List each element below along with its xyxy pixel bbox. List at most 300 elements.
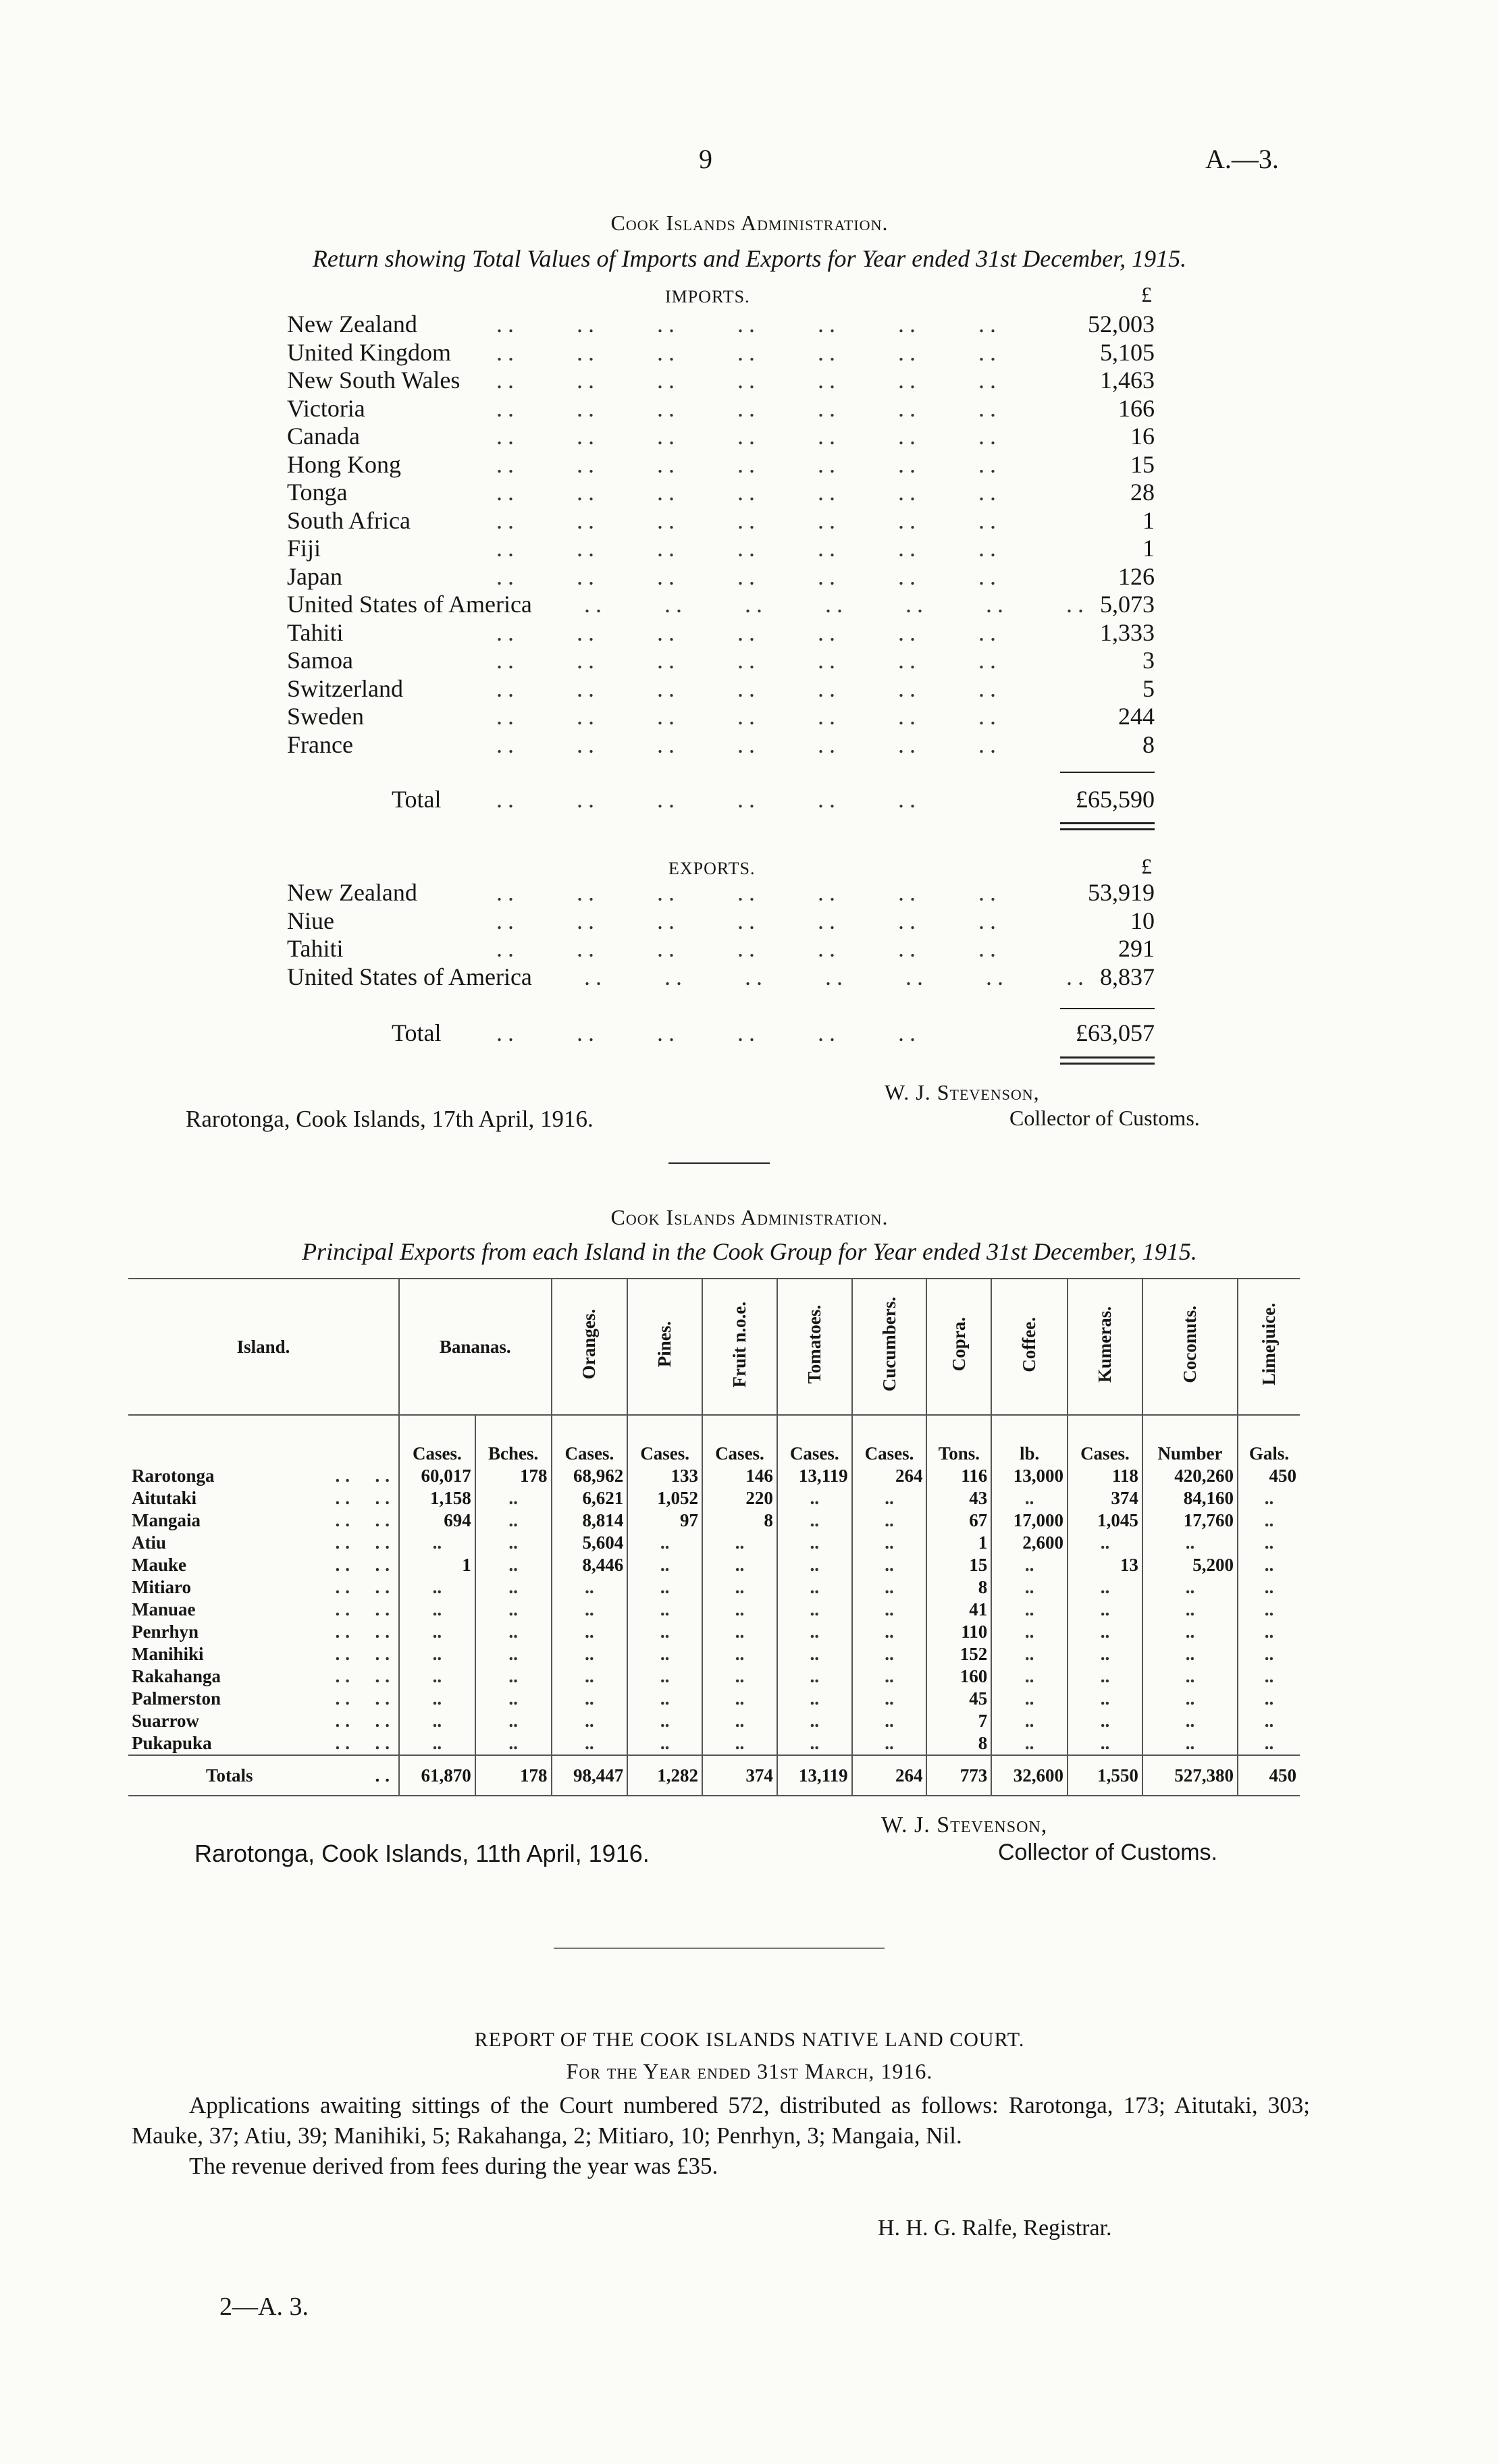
table-row xyxy=(128,1732,1300,1755)
table-cell: .. xyxy=(1068,1621,1142,1643)
table-cell: .. xyxy=(1068,1576,1142,1599)
leader-dots: .. .. .. .. .. .. .. xyxy=(496,479,1001,506)
table-cell: .. xyxy=(1238,1554,1300,1576)
country-name: New Zealand xyxy=(287,879,417,906)
table-cell: .. xyxy=(1238,1665,1300,1688)
table-cell: .. xyxy=(1142,1576,1238,1599)
table-cell: .. xyxy=(991,1688,1068,1710)
imports-row xyxy=(287,591,1155,618)
unit-cell: Cases. xyxy=(552,1415,628,1465)
country-name: Tahiti xyxy=(287,935,344,962)
table-cell: .. xyxy=(627,1732,702,1755)
table-cell: 17,760 xyxy=(1142,1509,1238,1532)
section-divider xyxy=(554,1948,885,1949)
table-cell: .. xyxy=(1142,1599,1238,1621)
table-cell: 7 xyxy=(926,1710,991,1732)
report-title: REPORT OF THE COOK ISLANDS NATIVE LAND COURT. xyxy=(474,2029,1025,2051)
column-header: Coffee. xyxy=(991,1279,1068,1415)
totals-label: Totals .. xyxy=(128,1755,399,1796)
leader-dots: .. .. .. .. .. .. .. xyxy=(496,674,1001,702)
leader-dots: .. .. .. .. .. .. .. xyxy=(496,535,1001,562)
table-cell: 6,621 xyxy=(552,1487,628,1509)
column-header: Limejuice. xyxy=(1238,1279,1300,1415)
table-cell: .. xyxy=(1238,1532,1300,1554)
value-pounds: 8,837 xyxy=(1100,963,1155,990)
value-pounds: 8 xyxy=(1142,730,1155,758)
island-name: Aitutaki .. .. xyxy=(132,1488,395,1508)
leader-dots: .. .. .. .. .. .. .. xyxy=(496,394,1001,422)
imports-row xyxy=(287,647,1155,674)
imports-row xyxy=(287,423,1155,450)
exports-heading: EXPORTS. xyxy=(668,859,756,878)
table-cell: .. xyxy=(852,1509,927,1532)
report-subtitle: For the Year ended 31st March, 1916. xyxy=(566,2059,933,2083)
total-cell: 264 xyxy=(852,1755,927,1796)
country-name: Victoria xyxy=(287,394,365,422)
leader-dots: .. .. .. .. .. .. xyxy=(496,1019,921,1046)
table-cell: .. xyxy=(475,1599,552,1621)
value-pounds: 53,919 xyxy=(1088,879,1155,906)
signature-mark: 2—A. 3. xyxy=(219,2293,309,2321)
table-cell: 420,260 xyxy=(1142,1465,1238,1487)
table-cell: 133 xyxy=(627,1465,702,1487)
table-cell: .. xyxy=(1142,1643,1238,1665)
table-cell: 17,000 xyxy=(991,1509,1068,1532)
exports-total-value: £63,057 xyxy=(1076,1019,1155,1046)
imports-row xyxy=(287,451,1155,479)
table-cell: 220 xyxy=(702,1487,777,1509)
imports-subtotal-rule xyxy=(1060,772,1155,773)
value-pounds: 1 xyxy=(1142,535,1155,562)
table-row xyxy=(128,1599,1300,1621)
table-row xyxy=(128,1643,1300,1665)
table-cell: .. xyxy=(627,1621,702,1643)
table-cell: 13,119 xyxy=(777,1465,852,1487)
unit-cell: Number xyxy=(1142,1415,1238,1465)
table-cell: .. xyxy=(1142,1665,1238,1688)
total-cell: 61,870 xyxy=(399,1755,475,1796)
table-cell: .. xyxy=(702,1665,777,1688)
table-cell: 13,000 xyxy=(991,1465,1068,1487)
imports-total-row xyxy=(287,786,1155,813)
totals-row xyxy=(128,1755,1300,1796)
table-cell: .. xyxy=(777,1665,852,1688)
table-cell: 8,446 xyxy=(552,1554,628,1576)
table-cell: 116 xyxy=(926,1465,991,1487)
column-header: Bananas. xyxy=(399,1279,552,1415)
unit-cell: Cases. xyxy=(702,1415,777,1465)
imports-row xyxy=(287,563,1155,591)
table-cell: 1,045 xyxy=(1068,1509,1142,1532)
column-header: Coconuts. xyxy=(1142,1279,1238,1415)
exports-row xyxy=(287,907,1155,935)
total-cell: 374 xyxy=(702,1755,777,1796)
table-row xyxy=(128,1688,1300,1710)
table-cell: .. xyxy=(1142,1621,1238,1643)
table-cell: .. xyxy=(399,1576,475,1599)
table-cell: .. xyxy=(552,1621,628,1643)
value-pounds: 3 xyxy=(1142,647,1155,674)
country-name: Switzerland xyxy=(287,674,403,702)
table-cell: .. xyxy=(552,1732,628,1755)
leader-dots: .. .. .. .. .. .. xyxy=(496,786,921,813)
table-cell: .. xyxy=(777,1554,852,1576)
imports-total-double-rule xyxy=(1060,822,1155,824)
imports-row xyxy=(287,367,1155,394)
country-name: Hong Kong xyxy=(287,450,401,478)
report-paragraph: The revenue derived from fees during the year was £35. xyxy=(189,2153,718,2179)
column-header: Island. xyxy=(128,1279,399,1415)
page-number: 9 xyxy=(699,144,712,174)
unit-cell: Cases. xyxy=(1068,1415,1142,1465)
imports-total-double-rule-2 xyxy=(1060,828,1155,830)
leader-dots: .. .. .. .. .. .. .. xyxy=(584,963,1089,990)
island-name: Rakahanga .. .. xyxy=(132,1666,395,1686)
table-row xyxy=(128,1465,1300,1487)
table-cell: .. xyxy=(702,1643,777,1665)
table-cell: .. xyxy=(852,1532,927,1554)
section1-admin-title: Cook Islands Administration. xyxy=(610,211,889,235)
imports-row xyxy=(287,535,1155,562)
country-name: Sweden xyxy=(287,703,364,730)
report-paragraph: Applications awaiting sittings of the Court numbered 572, distributed as follows: Rarotonga, 173; Aitutaki, 303; Mauke, 37; Atiu, 39; Manihiki, 5; Rakahanga, 2; Mitiaro, 10; Penrhyn, 3; Mangaia, Nil. xyxy=(132,2092,1310,2149)
leader-dots: .. .. .. .. .. .. .. xyxy=(496,338,1001,366)
table-cell: 8 xyxy=(926,1576,991,1599)
exports-total-row xyxy=(287,1019,1155,1047)
leader-dots: .. .. .. .. .. .. .. xyxy=(496,367,1001,394)
section2-admin-title: Cook Islands Administration. xyxy=(610,1205,889,1229)
table-cell: 67 xyxy=(926,1509,991,1532)
table-cell: .. xyxy=(777,1710,852,1732)
imports-heading: IMPORTS. xyxy=(665,287,750,306)
country-name: Japan xyxy=(287,562,342,590)
table-cell: .. xyxy=(991,1487,1068,1509)
column-header: Tomatoes. xyxy=(777,1279,852,1415)
table-cell: 68,962 xyxy=(552,1465,628,1487)
table-cell: 152 xyxy=(926,1643,991,1665)
section1-place-date: Rarotonga, Cook Islands, 17th April, 1916. xyxy=(186,1106,594,1132)
exports-row xyxy=(287,879,1155,907)
table-cell: 8 xyxy=(702,1509,777,1532)
table-cell: .. xyxy=(852,1576,927,1599)
table-cell: .. xyxy=(1238,1487,1300,1509)
table-cell: .. xyxy=(475,1576,552,1599)
island-name: Penrhyn .. .. xyxy=(132,1622,395,1642)
imports-row xyxy=(287,311,1155,338)
table-cell: 5,604 xyxy=(552,1532,628,1554)
table-cell: .. xyxy=(777,1599,852,1621)
table-cell: 374 xyxy=(1068,1487,1142,1509)
table-cell: .. xyxy=(991,1554,1068,1576)
report-signatory: H. H. G. Ralfe, Registrar. xyxy=(878,2216,1112,2241)
imports-currency-symbol: £ xyxy=(1141,282,1152,306)
imports-total-label: Total xyxy=(392,786,442,813)
island-name: Mitiaro .. .. xyxy=(132,1577,395,1597)
table-cell: .. xyxy=(852,1599,927,1621)
table-cell: .. xyxy=(1068,1643,1142,1665)
table-cell: .. xyxy=(399,1710,475,1732)
table-cell: 43 xyxy=(926,1487,991,1509)
table-cell: .. xyxy=(1238,1576,1300,1599)
table-cell: .. xyxy=(552,1665,628,1688)
section-divider xyxy=(668,1162,770,1164)
table-cell: .. xyxy=(475,1532,552,1554)
island-name: Palmerston .. .. xyxy=(132,1688,395,1709)
imports-row xyxy=(287,619,1155,647)
island-name: Pukapuka .. .. xyxy=(132,1733,395,1753)
table-cell: .. xyxy=(1238,1688,1300,1710)
table-cell: 178 xyxy=(475,1465,552,1487)
leader-dots: .. .. .. .. .. .. .. xyxy=(496,730,1001,758)
table-cell: .. xyxy=(552,1599,628,1621)
unit-cell: Bches. xyxy=(475,1415,552,1465)
table-cell: 450 xyxy=(1238,1465,1300,1487)
principal-exports-table xyxy=(128,1278,1300,1796)
table-cell: .. xyxy=(1068,1688,1142,1710)
document-reference: A.—3. xyxy=(1205,144,1279,174)
value-pounds: 1,333 xyxy=(1100,618,1155,646)
table-cell: 694 xyxy=(399,1509,475,1532)
exports-total-label: Total xyxy=(392,1019,442,1046)
table-cell: .. xyxy=(627,1710,702,1732)
table-cell: 1 xyxy=(399,1554,475,1576)
leader-dots: .. .. .. .. .. .. .. xyxy=(496,879,1001,906)
imports-row xyxy=(287,395,1155,423)
section1-signatory-title: Collector of Customs. xyxy=(1009,1106,1200,1130)
leader-dots: .. .. .. .. .. .. .. xyxy=(496,506,1001,534)
table-cell: 97 xyxy=(627,1509,702,1532)
island-name: Suarrow .. .. xyxy=(132,1711,395,1731)
unit-cell: lb. xyxy=(991,1415,1068,1465)
table-header-row xyxy=(128,1279,1300,1415)
unit-cell: Tons. xyxy=(926,1415,991,1465)
table-cell: .. xyxy=(627,1665,702,1688)
table-cell: 118 xyxy=(1068,1465,1142,1487)
table-cell: .. xyxy=(702,1621,777,1643)
imports-row xyxy=(287,339,1155,367)
table-cell: .. xyxy=(399,1732,475,1755)
section2-signatory-title: Collector of Customs. xyxy=(998,1840,1217,1865)
leader-dots: .. .. .. .. .. .. .. xyxy=(496,450,1001,478)
table-cell: .. xyxy=(777,1532,852,1554)
leader-dots: .. .. .. .. .. .. .. xyxy=(496,311,1001,338)
table-cell: .. xyxy=(1142,1732,1238,1755)
table-cell: 2,600 xyxy=(991,1532,1068,1554)
table-row xyxy=(128,1487,1300,1509)
unit-cell: Cases. xyxy=(399,1415,475,1465)
total-cell: 1,282 xyxy=(627,1755,702,1796)
table-cell: .. xyxy=(475,1621,552,1643)
report-body xyxy=(132,2090,1310,2181)
column-header: Fruit n.o.e. xyxy=(702,1279,777,1415)
table-cell: 146 xyxy=(702,1465,777,1487)
table-cell: .. xyxy=(1238,1732,1300,1755)
table-cell: .. xyxy=(777,1688,852,1710)
island-name: Atiu .. .. xyxy=(132,1532,395,1553)
total-cell: 98,447 xyxy=(552,1755,628,1796)
value-pounds: 244 xyxy=(1118,703,1155,730)
country-name: Tahiti xyxy=(287,618,344,646)
table-row xyxy=(128,1621,1300,1643)
table-cell: .. xyxy=(702,1532,777,1554)
table-cell: .. xyxy=(1068,1732,1142,1755)
table-cell: .. xyxy=(777,1487,852,1509)
table-cell: .. xyxy=(1238,1599,1300,1621)
table-cell: .. xyxy=(852,1732,927,1755)
table-cell: .. xyxy=(1142,1688,1238,1710)
imports-row xyxy=(287,703,1155,730)
column-header: Oranges. xyxy=(552,1279,628,1415)
table-row xyxy=(128,1554,1300,1576)
table-cell: 60,017 xyxy=(399,1465,475,1487)
table-cell: .. xyxy=(1068,1665,1142,1688)
table-cell: 15 xyxy=(926,1554,991,1576)
section2-place-date: Rarotonga, Cook Islands, 11th April, 1916. xyxy=(194,1840,650,1867)
table-cell: .. xyxy=(1068,1599,1142,1621)
table-cell: .. xyxy=(627,1554,702,1576)
table-cell: .. xyxy=(702,1576,777,1599)
imports-total-value: £65,590 xyxy=(1076,786,1155,813)
table-row xyxy=(128,1665,1300,1688)
table-cell: .. xyxy=(777,1576,852,1599)
table-row xyxy=(128,1710,1300,1732)
unit-cell: Gals. xyxy=(1238,1415,1300,1465)
table-cell: .. xyxy=(852,1487,927,1509)
table-cell: 160 xyxy=(926,1665,991,1688)
table-cell: .. xyxy=(852,1621,927,1643)
country-name: New South Wales xyxy=(287,367,461,394)
table-cell: .. xyxy=(399,1621,475,1643)
imports-row xyxy=(287,731,1155,759)
table-cell: 1 xyxy=(926,1532,991,1554)
total-cell: 773 xyxy=(926,1755,991,1796)
imports-row xyxy=(287,479,1155,506)
imports-row xyxy=(287,675,1155,703)
table-cell: .. xyxy=(702,1688,777,1710)
value-pounds: 291 xyxy=(1118,935,1155,962)
table-cell: .. xyxy=(1142,1532,1238,1554)
table-cell: .. xyxy=(475,1710,552,1732)
table-cell: 8,814 xyxy=(552,1509,628,1532)
value-pounds: 166 xyxy=(1118,394,1155,422)
table-cell: .. xyxy=(399,1599,475,1621)
table-cell: .. xyxy=(475,1643,552,1665)
section2-signatory: W. J. Stevenson, xyxy=(881,1813,1048,1838)
column-header: Copra. xyxy=(926,1279,991,1415)
leader-dots: .. .. .. .. .. .. .. xyxy=(496,562,1001,590)
leader-dots: .. .. .. .. .. .. .. xyxy=(496,703,1001,730)
unit-cell: Cases. xyxy=(627,1415,702,1465)
table-cell: .. xyxy=(552,1576,628,1599)
table-cell: .. xyxy=(991,1732,1068,1755)
table-cell: .. xyxy=(852,1688,927,1710)
table-cell: .. xyxy=(777,1621,852,1643)
table-cell: 264 xyxy=(852,1465,927,1487)
value-pounds: 5 xyxy=(1142,674,1155,702)
leader-dots: .. .. .. .. .. .. .. xyxy=(496,935,1001,962)
island-name: Mauke .. .. xyxy=(132,1555,395,1575)
total-cell: 527,380 xyxy=(1142,1755,1238,1796)
table-cell: .. xyxy=(1238,1710,1300,1732)
exports-total-double-rule-2 xyxy=(1060,1063,1155,1065)
unit-cell: Cases. xyxy=(777,1415,852,1465)
country-name: Tonga xyxy=(287,479,348,506)
table-cell: .. xyxy=(475,1688,552,1710)
table-cell: .. xyxy=(1142,1710,1238,1732)
table-cell: .. xyxy=(475,1554,552,1576)
island-name: Mangaia .. .. xyxy=(132,1510,395,1530)
table-cell: 41 xyxy=(926,1599,991,1621)
value-pounds: 5,105 xyxy=(1100,338,1155,366)
table-cell: .. xyxy=(627,1643,702,1665)
table-cell: .. xyxy=(627,1688,702,1710)
table-cell: 13 xyxy=(1068,1554,1142,1576)
island-name: Manuae .. .. xyxy=(132,1599,395,1619)
value-pounds: 1,463 xyxy=(1100,367,1155,394)
table-cell: .. xyxy=(475,1509,552,1532)
table-cell: .. xyxy=(852,1554,927,1576)
column-header: Kumeras. xyxy=(1068,1279,1142,1415)
leader-dots: .. .. .. .. .. .. .. xyxy=(496,647,1001,674)
table-cell: .. xyxy=(399,1688,475,1710)
value-pounds: 15 xyxy=(1130,450,1155,478)
table-cell: .. xyxy=(552,1688,628,1710)
table-cell: .. xyxy=(777,1643,852,1665)
unit-cell: Cases. xyxy=(852,1415,927,1465)
exports-row xyxy=(287,935,1155,963)
section1-signatory: W. J. Stevenson, xyxy=(885,1080,1040,1104)
table-cell: .. xyxy=(475,1732,552,1755)
units-label xyxy=(128,1415,399,1465)
table-cell: .. xyxy=(1238,1509,1300,1532)
value-pounds: 10 xyxy=(1130,907,1155,934)
country-name: United States of America xyxy=(287,963,532,990)
country-name: Fiji xyxy=(287,535,321,562)
table-cell: .. xyxy=(552,1643,628,1665)
table-cell: .. xyxy=(991,1643,1068,1665)
column-header: Pines. xyxy=(627,1279,702,1415)
section1-subtitle: Return showing Total Values of Imports and Exports for Year ended 31st December, 1915. xyxy=(312,245,1187,272)
country-name: France xyxy=(287,730,353,758)
value-pounds: 5,073 xyxy=(1100,591,1155,618)
table-cell: .. xyxy=(399,1643,475,1665)
table-cell: .. xyxy=(702,1732,777,1755)
table-cell: .. xyxy=(702,1554,777,1576)
table-cell: .. xyxy=(1238,1643,1300,1665)
column-header: Cucumbers. xyxy=(852,1279,927,1415)
island-name: Manihiki .. .. xyxy=(132,1644,395,1664)
table-cell: .. xyxy=(627,1599,702,1621)
table-row xyxy=(128,1532,1300,1554)
table-cell: .. xyxy=(991,1665,1068,1688)
exports-row xyxy=(287,963,1155,991)
table-cell: .. xyxy=(702,1599,777,1621)
table-cell: 5,200 xyxy=(1142,1554,1238,1576)
total-cell: 32,600 xyxy=(991,1755,1068,1796)
table-cell: .. xyxy=(852,1643,927,1665)
table-cell: 1,158 xyxy=(399,1487,475,1509)
table-cell: .. xyxy=(777,1732,852,1755)
value-pounds: 16 xyxy=(1130,423,1155,450)
value-pounds: 28 xyxy=(1130,479,1155,506)
table-row xyxy=(128,1576,1300,1599)
exports-subtotal-rule xyxy=(1060,1008,1155,1009)
table-cell: .. xyxy=(627,1532,702,1554)
table-cell: 84,160 xyxy=(1142,1487,1238,1509)
table-cell: .. xyxy=(552,1710,628,1732)
country-name: United States of America xyxy=(287,591,532,618)
table-cell: .. xyxy=(702,1710,777,1732)
